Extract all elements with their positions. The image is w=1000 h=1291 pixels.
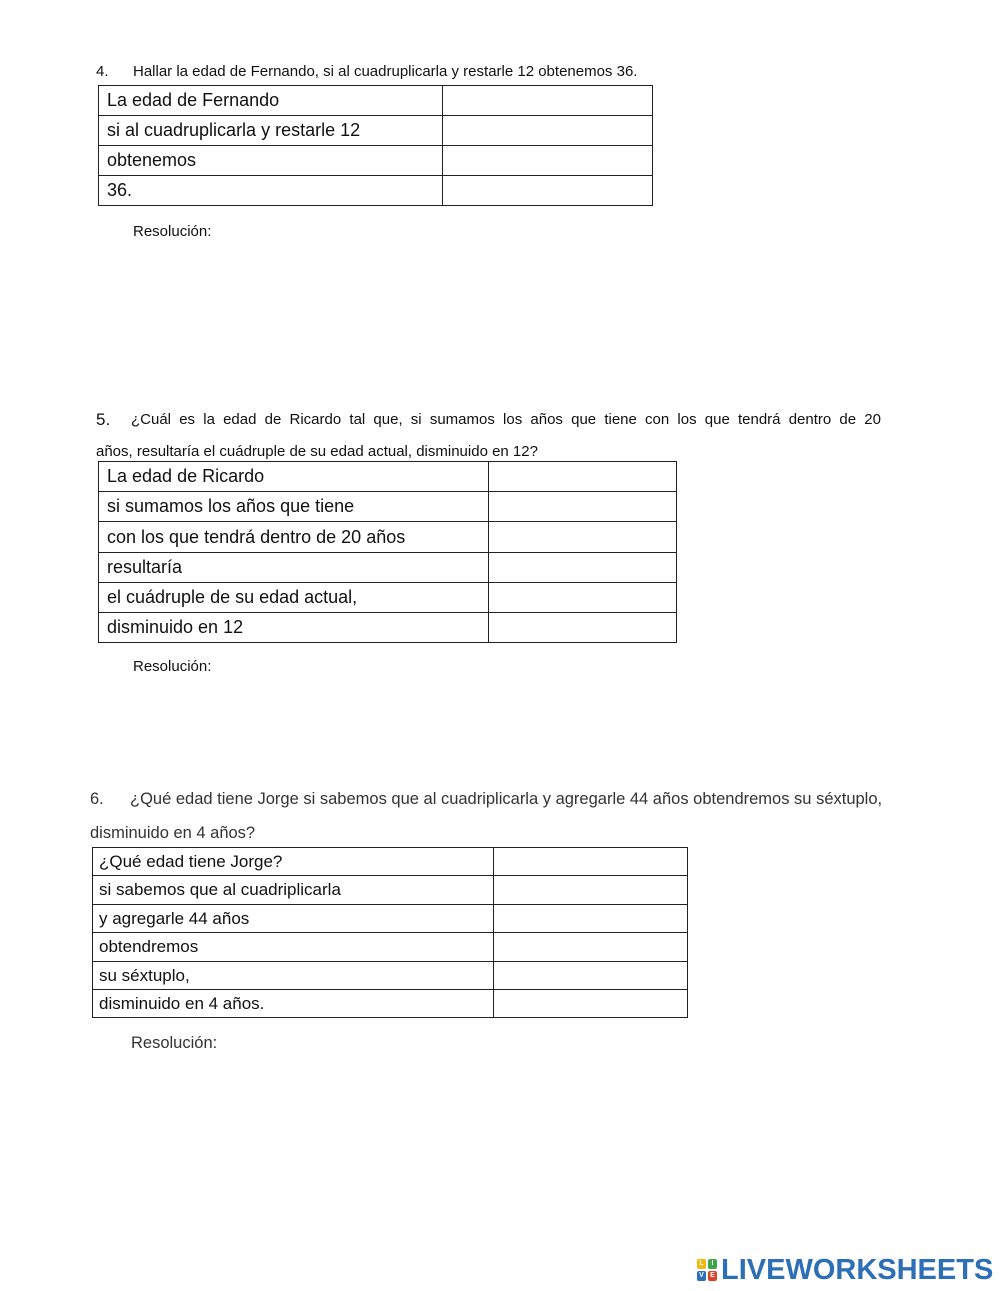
q5-resolution-label: Resolución: — [133, 658, 212, 675]
table-cell: si sabemos que al cuadriplicarla — [93, 876, 494, 905]
table-cell: si sumamos los años que tiene — [99, 492, 489, 522]
question-number: 5. — [96, 410, 111, 429]
table-cell: resultaría — [99, 553, 489, 583]
q5-table — [98, 461, 677, 643]
answer-input[interactable] — [489, 468, 676, 488]
answer-cell[interactable] — [442, 146, 652, 176]
answer-input[interactable] — [494, 853, 687, 873]
answer-input[interactable] — [494, 910, 687, 930]
answer-input[interactable] — [489, 498, 676, 518]
answer-input[interactable] — [489, 559, 676, 579]
logo-mark-tile: L — [697, 1259, 706, 1269]
answer-cell[interactable] — [442, 86, 652, 116]
question-statement: Hallar la edad de Fernando, si al cuadruplicarla y restarle 12 obtenemos 36. — [133, 63, 638, 80]
logo-mark-tile: I — [708, 1259, 717, 1269]
answer-cell[interactable] — [442, 116, 652, 146]
question-5-text-line1 — [96, 411, 881, 429]
question-6-text-line1 — [90, 790, 882, 808]
answer-cell[interactable] — [493, 962, 687, 990]
table-cell: 36. — [99, 176, 443, 206]
answer-cell[interactable] — [493, 905, 687, 933]
question-4-text — [96, 63, 637, 81]
answer-cell[interactable] — [488, 492, 676, 522]
q6-table — [92, 847, 688, 1018]
question-number: 4. — [96, 63, 109, 80]
answer-cell[interactable] — [488, 462, 676, 492]
answer-cell[interactable] — [493, 848, 687, 876]
answer-input[interactable] — [443, 152, 652, 172]
question-number: 6. — [90, 790, 104, 808]
logo-mark-tile: V — [697, 1271, 706, 1281]
logo-mark-icon — [697, 1259, 717, 1281]
table-cell: su séxtuplo, — [93, 962, 494, 990]
answer-input[interactable] — [489, 619, 676, 639]
answer-input[interactable] — [494, 995, 687, 1015]
answer-cell[interactable] — [488, 613, 676, 643]
question-statement: ¿Qué edad tiene Jorge si sabemos que al cuadriplicarla y agregarle 44 años obtendremos su séxtuplo, — [130, 790, 883, 808]
q4-table — [98, 85, 653, 206]
answer-input[interactable] — [494, 967, 687, 987]
table-cell: disminuido en 12 — [99, 613, 489, 643]
table-cell: y agregarle 44 años — [93, 905, 494, 933]
answer-cell[interactable] — [493, 876, 687, 905]
table-cell: si al cuadruplicarla y restarle 12 — [99, 116, 443, 146]
table-cell: obtenemos — [99, 146, 443, 176]
logo-mark-tile: E — [708, 1271, 717, 1281]
answer-input[interactable] — [489, 528, 676, 548]
question-statement: ¿Cuál es la edad de Ricardo tal que, si sumamos los años que tiene con los que tendrá dentro de 20 — [131, 411, 881, 428]
table-cell: La edad de Fernando — [99, 86, 443, 116]
answer-input[interactable] — [443, 182, 652, 202]
question-6-text-line2: disminuido en 4 años? — [90, 824, 256, 842]
answer-input[interactable] — [489, 589, 676, 609]
answer-cell[interactable] — [493, 990, 687, 1018]
q4-resolution-label: Resolución: — [133, 223, 212, 240]
liveworksheets-logo — [697, 1255, 993, 1285]
q6-resolution-label: Resolución: — [131, 1034, 218, 1052]
logo-text: LIVEWORKSHEETS — [721, 1253, 994, 1286]
table-cell: con los que tendrá dentro de 20 años — [99, 522, 489, 553]
table-cell: disminuido en 4 años. — [93, 990, 494, 1018]
answer-input[interactable] — [494, 938, 687, 958]
table-cell: el cuádruple de su edad actual, — [99, 583, 489, 613]
answer-cell[interactable] — [493, 933, 687, 962]
answer-input[interactable] — [443, 92, 652, 112]
question-5-text-line2: años, resultaría el cuádruple de su edad actual, disminuido en 12? — [96, 443, 538, 460]
answer-cell[interactable] — [488, 583, 676, 613]
table-cell: obtendremos — [93, 933, 494, 962]
answer-cell[interactable] — [488, 553, 676, 583]
table-cell: ¿Qué edad tiene Jorge? — [93, 848, 494, 876]
answer-cell[interactable] — [488, 522, 676, 553]
answer-input[interactable] — [494, 881, 687, 901]
answer-cell[interactable] — [442, 176, 652, 206]
table-cell: La edad de Ricardo — [99, 462, 489, 492]
answer-input[interactable] — [443, 122, 652, 142]
